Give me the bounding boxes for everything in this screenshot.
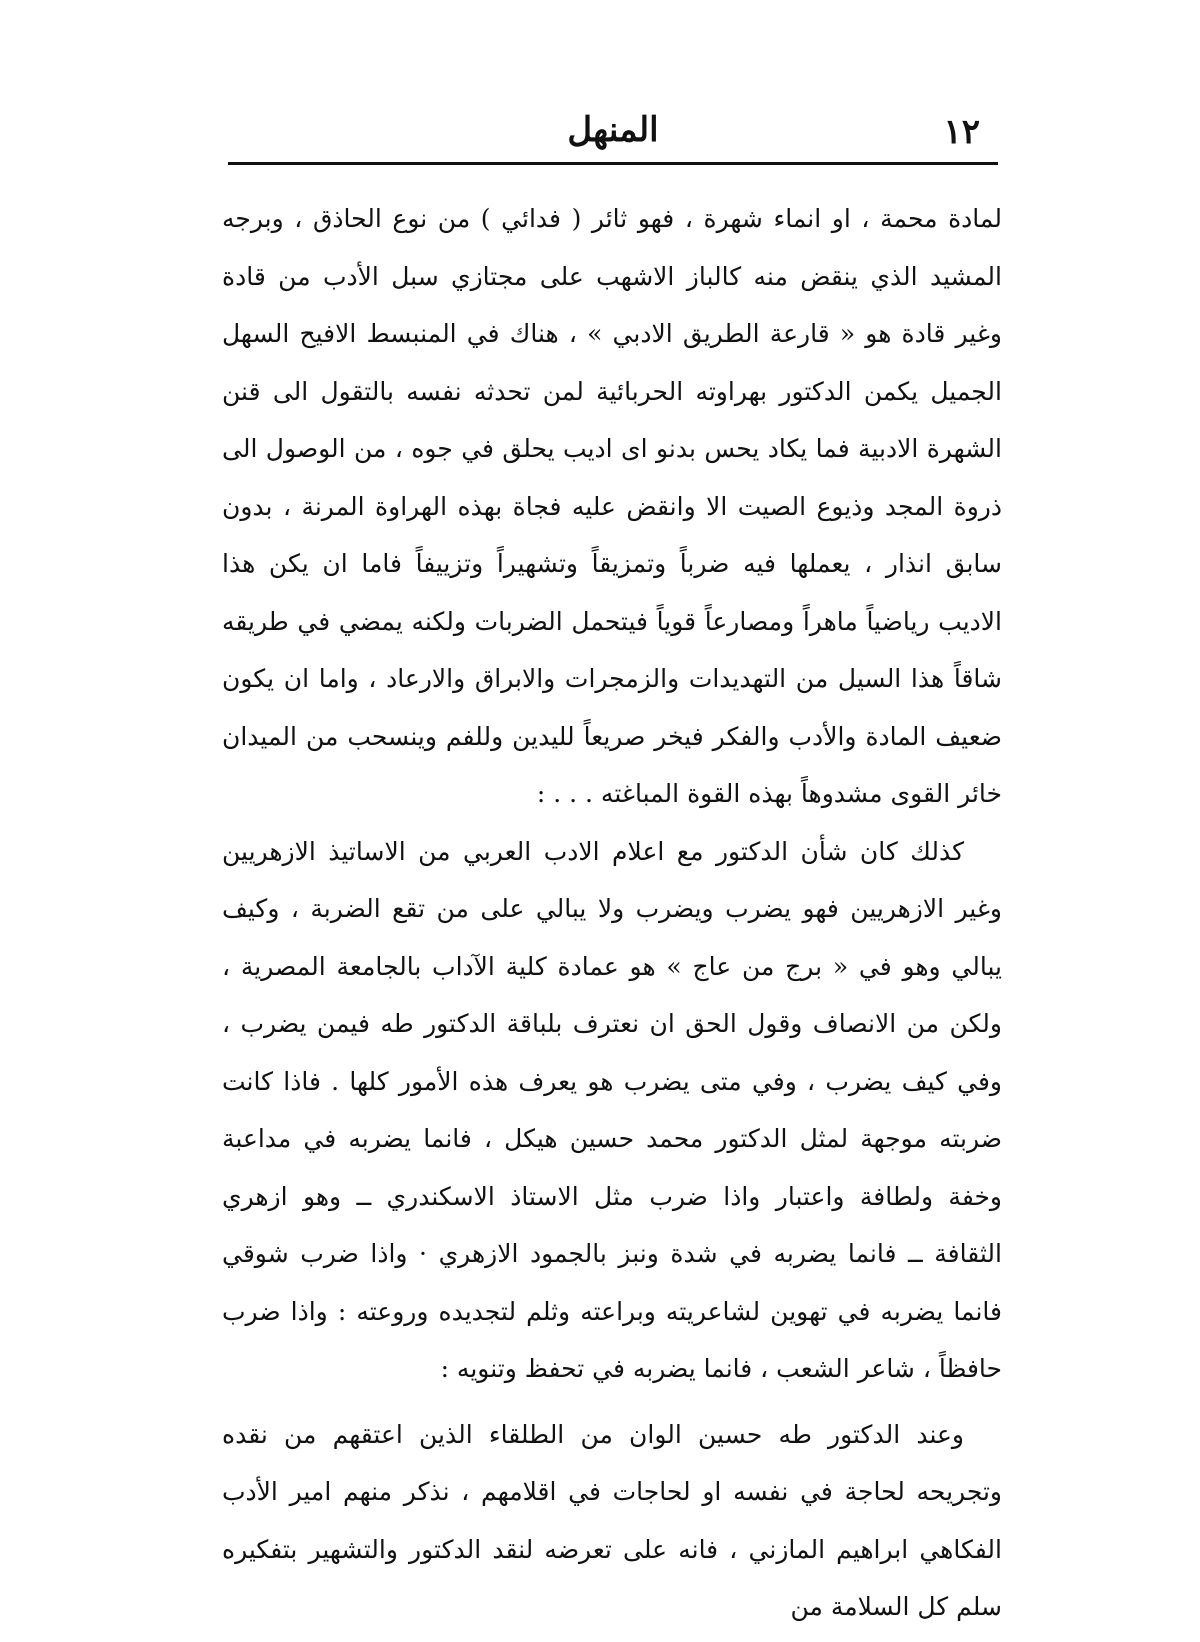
page-header <box>228 102 998 162</box>
paragraph-1: لمادة محمة ، او انماء شهرة ، فهو ثائر ( فدائي ) من نوع الحاذق ، وبرجه المشيد الذي ينقض منه كالباز الاشهب على مجتازي سبل الأدب من قادة وغير قادة هو « قارعة الطريق الادبي » ، هناك في المنبسط الافيح السهل الجميل يكمن الدكتور بهراوته الحربائية لمن تحدثه نفسه بالتقول الى قنن الشهرة الادبية فما يكاد يحس بدنو اى اديب يحلق في جوه ، من الوصول الى ذروة المجد وذيوع الصيت الا وانقض عليه فجاة بهذه الهراوة المرنة ، بدون سابق انذار ، يعملها فيه ضرباً وتمزيقاً وتشهيراً وتزييفاً فاما ان يكن هذا الاديب رياضياً ماهراً ومصارعاً قوياً فيتحمل الضربات ولكنه يمضي في طريقه شاقاً هذا السيل من التهديدات والزمجرات والابراق والارعاد ، واما ان يكون ضعيف المادة والأدب والفكر فيخر صريعاً لليدين وللفم وينسحب من الميدان خائر القوى مشدوهاً بهذه القوة المباغته . . . : <box>222 204 1002 808</box>
running-title: المنهل <box>567 110 659 150</box>
paragraph-3: وعند الدكتور طه حسين الوان من الطلقاء الذين اعتقهم من نقده وتجريحه لحاجة في نفسه او لحاجات في اقلامهم ، نذكر منهم امير الأدب الفكاهي ابراهيم المازني ، فانه على تعرضه لنقد الدكتور والتشهير بتفكيره سلم كل السلامة من <box>222 1419 1002 1621</box>
body-text <box>222 190 1002 1636</box>
header-rule <box>228 162 998 165</box>
paragraph-2: كذلك كان شأن الدكتور مع اعلام الادب العربي من الاساتيذ الازهريين وغير الازهريين فهو يضرب ويضرب ولا يبالي على من تقع الضربة ، وكيف يبالي وهو في « برج من عاج » هو عمادة كلية الآداب بالجامعة المصرية ، ولكن من الانصاف وقول الحق ان نعترف بلباقة الدكتور طه فيمن يضرب ، وفي كيف يضرب ، وفي متى يضرب هو يعرف هذه الأمور كلها . فاذا كانت ضربته موجهة لمثل الدكتور محمد حسين هيكل ، فانما يضربه في مداعبة وخفة ولطافة واعتبار واذا ضرب مثل الاستاذ الاسكندري ــ وهو ازهري الثقافة ــ فانما يضربه في شدة ونبز بالجمود الازهري · واذا ضرب شوقي فانما يضربه في تهوين لشاعريته وبراعته وثلم لتجديده وروعته : واذا ضرب حافظاً ، شاعر الشعب ، فانما يضربه في تحفظ وتنويه : <box>222 836 1002 1383</box>
page-number: ١٢ <box>943 112 980 152</box>
